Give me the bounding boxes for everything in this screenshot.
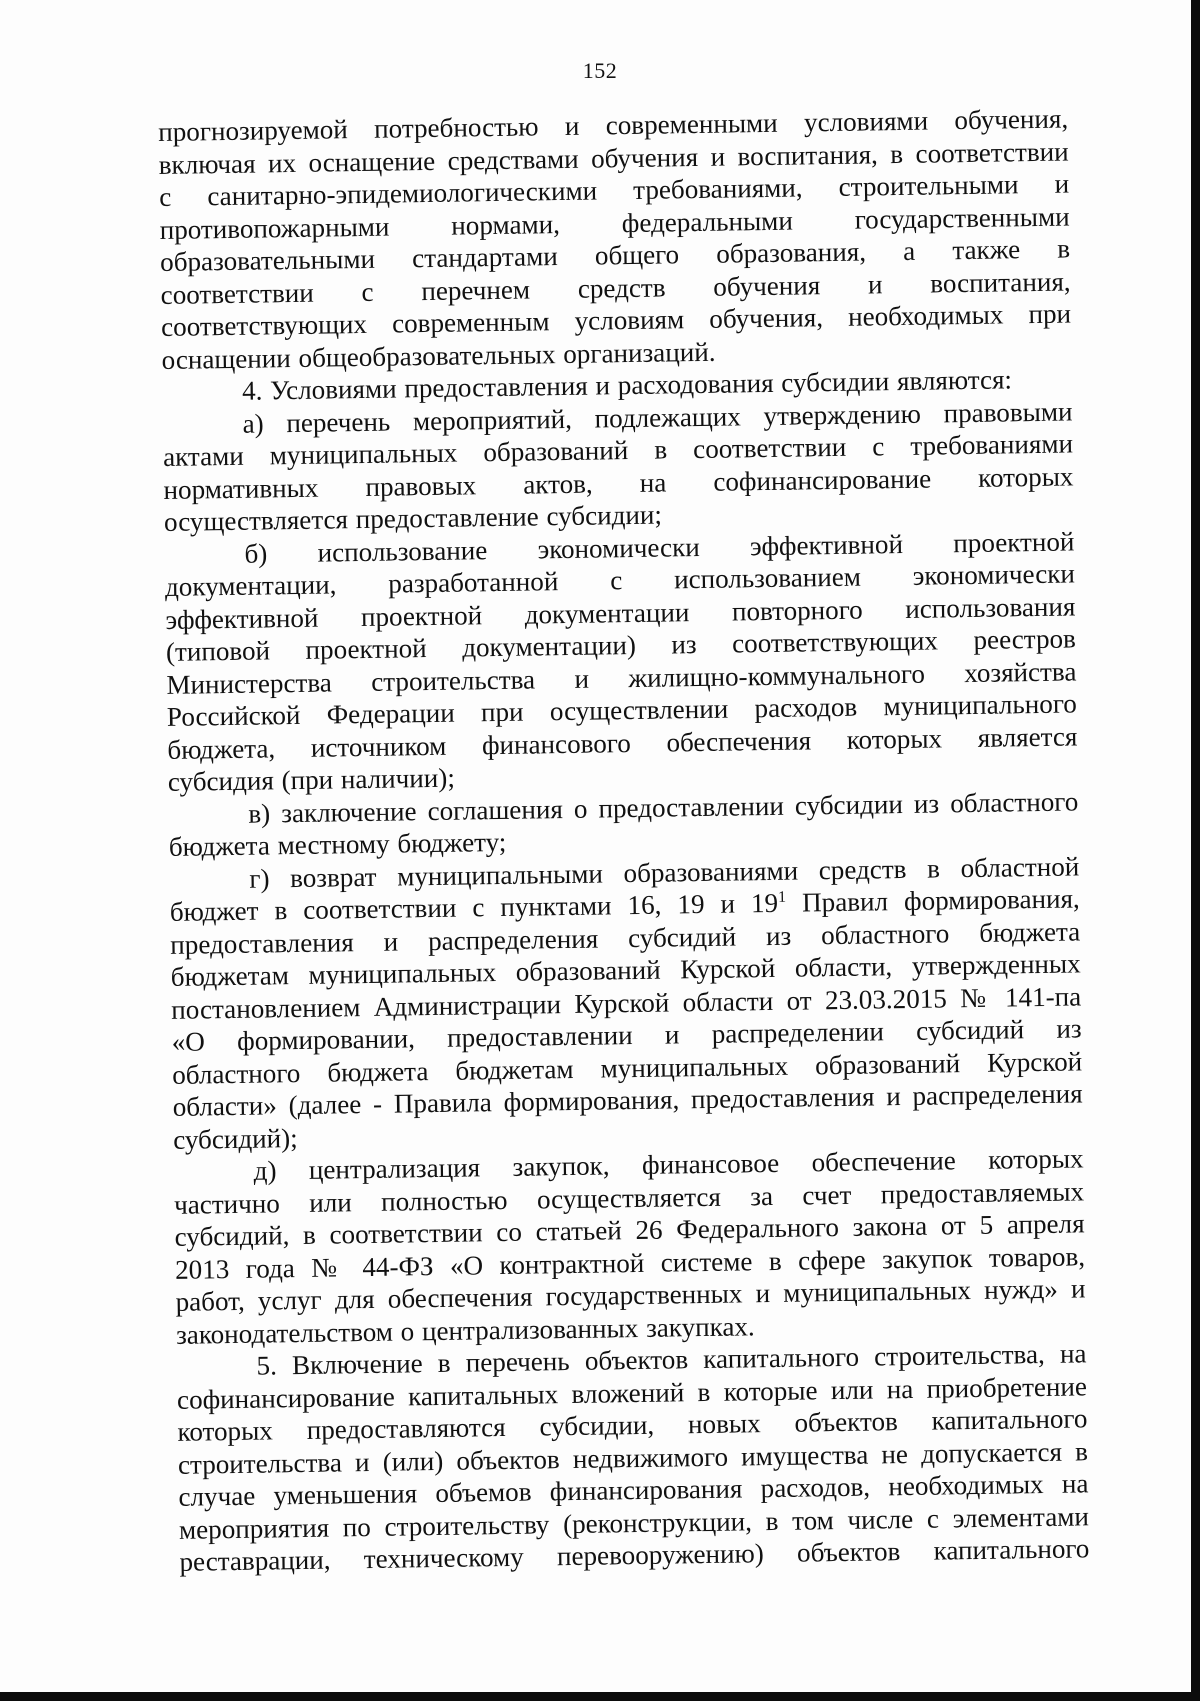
- superscript: 1: [777, 888, 787, 906]
- text-line: «О формировании, предоставлении и распределении субсидий из: [171, 1013, 1082, 1057]
- text-line: области» (далее - Правила формирования, предоставления и распределения: [172, 1078, 1083, 1122]
- clause-4b: [164, 525, 1078, 798]
- text-line: г) возврат муниципальными образованиями средств в областной: [249, 850, 1080, 894]
- text-line: соответствующих современным условиям обучения, необходимых при: [160, 298, 1072, 342]
- page-number: 152: [582, 58, 618, 83]
- text-line: реставрации, техническому перевооружению) объектов капитального: [179, 1533, 1090, 1577]
- text-line: софинансирование капитальных вложений в которые или на приобретение: [176, 1370, 1088, 1415]
- text-line: актами муниципальных образований в соответствии с требованиями: [162, 428, 1074, 472]
- text-line: субсидий, в соответствии со статьей 26 Федерального закона от 5 апреля: [174, 1208, 1085, 1252]
- text-line: противопожарными нормами, федеральными государственными: [159, 200, 1070, 245]
- text-line: б) использование экономически эффективной проектной: [244, 525, 1075, 569]
- text-line: оснащении общеобразовательных организаций.: [161, 336, 716, 375]
- text-line: областного бюджета бюджетам муниципальных образований Курской: [171, 1045, 1083, 1090]
- text-line: которых предоставляются субсидии, новых объектов капитального: [177, 1403, 1088, 1447]
- text-line: документации, разработанной с использованием экономически: [164, 558, 1076, 602]
- text-line: в) заключение соглашения о предоставлении субсидии из областного: [248, 785, 1079, 829]
- document-body: [158, 103, 1090, 1579]
- text-line: бюджета, источником финансового обеспечения которых является: [167, 720, 1078, 765]
- text-line: бюджетам муниципальных образований Курской области, утвержденных: [170, 948, 1081, 992]
- text-line: д) централизация закупок, финансовое обеспечение которых: [253, 1143, 1084, 1186]
- text-line: законодательством о централизованных закупках.: [175, 1310, 755, 1350]
- clause-4d: [173, 1142, 1086, 1350]
- text-line: нормативных правовых актов, на софинансирование которых: [163, 460, 1074, 505]
- text-line: предоставления и распределения субсидий из областного бюджета: [170, 915, 1081, 960]
- text-line: эффективной проектной документации повторного использования: [165, 590, 1076, 635]
- text-line: (типовой проектной документации) из соответствующих реестров: [165, 623, 1077, 667]
- text-line: бюджет в соответствии с пунктами 16, 19 и $19^1$ Правил формирования,: [169, 883, 1080, 927]
- clause-4g: [169, 850, 1083, 1156]
- text-line: субсидий);: [172, 1122, 298, 1155]
- text-line: Министерства строительства и жилищно-коммунального хозяйства: [166, 655, 1077, 700]
- text-line: субсидия (при наличии);: [167, 762, 456, 797]
- text-line: случае уменьшения объемов финансирования расходов, необходимых на: [178, 1468, 1089, 1512]
- text-line: частично или полностью осуществляется за счет предоставляемых: [173, 1175, 1085, 1220]
- text-line: работ, услуг для обеспечения государственных и муниципальных нужд» и: [175, 1273, 1086, 1317]
- text-line: Российской Федерации при осуществлении расходов муниципального: [166, 688, 1078, 732]
- text-line: соответствии с перечнем средств обучения и воспитания,: [160, 265, 1071, 310]
- text-line: мероприятия по строительству (реконструкции, в том числе с элементами: [178, 1500, 1090, 1545]
- text-line: 2013 года № 44-ФЗ «О контрактной системе в сфере закупок товаров,: [174, 1240, 1086, 1285]
- text-line: постановлением Администрации Курской области от 23.03.2015 № 141-па: [171, 980, 1082, 1025]
- text-line: с санитарно-эпидемиологическими требованиями, строительными и: [158, 168, 1070, 212]
- scan-border-bottom: [0, 1692, 1200, 1701]
- text-line: включая их оснащение средствами обучения и воспитания, в соответствии: [158, 135, 1069, 180]
- text-line: прогнозируемой потребностью и современными условиями обучения,: [158, 103, 1069, 147]
- paragraph-continuation: [158, 103, 1072, 376]
- text-line: а) перечень мероприятий, подлежащих утверждению правовыми: [242, 395, 1073, 439]
- clause-4a: [162, 395, 1074, 538]
- text-line: бюджета местному бюджету;: [168, 826, 507, 862]
- scan-border-right: [1191, 0, 1200, 1701]
- text-line: строительства и (или) объектов недвижимого имущества не допускается в: [177, 1435, 1089, 1480]
- text-line: 5. Включение в перечень объектов капитального строительства, на: [256, 1338, 1087, 1381]
- text-line: осуществляется предоставление субсидии;: [163, 499, 663, 537]
- clause-4-heading: 4. Условиями предоставления и расходования субсидии являются:: [241, 364, 1013, 406]
- clause-5: [176, 1337, 1089, 1578]
- text-line: образовательными стандартами общего образования, а также в: [159, 233, 1071, 277]
